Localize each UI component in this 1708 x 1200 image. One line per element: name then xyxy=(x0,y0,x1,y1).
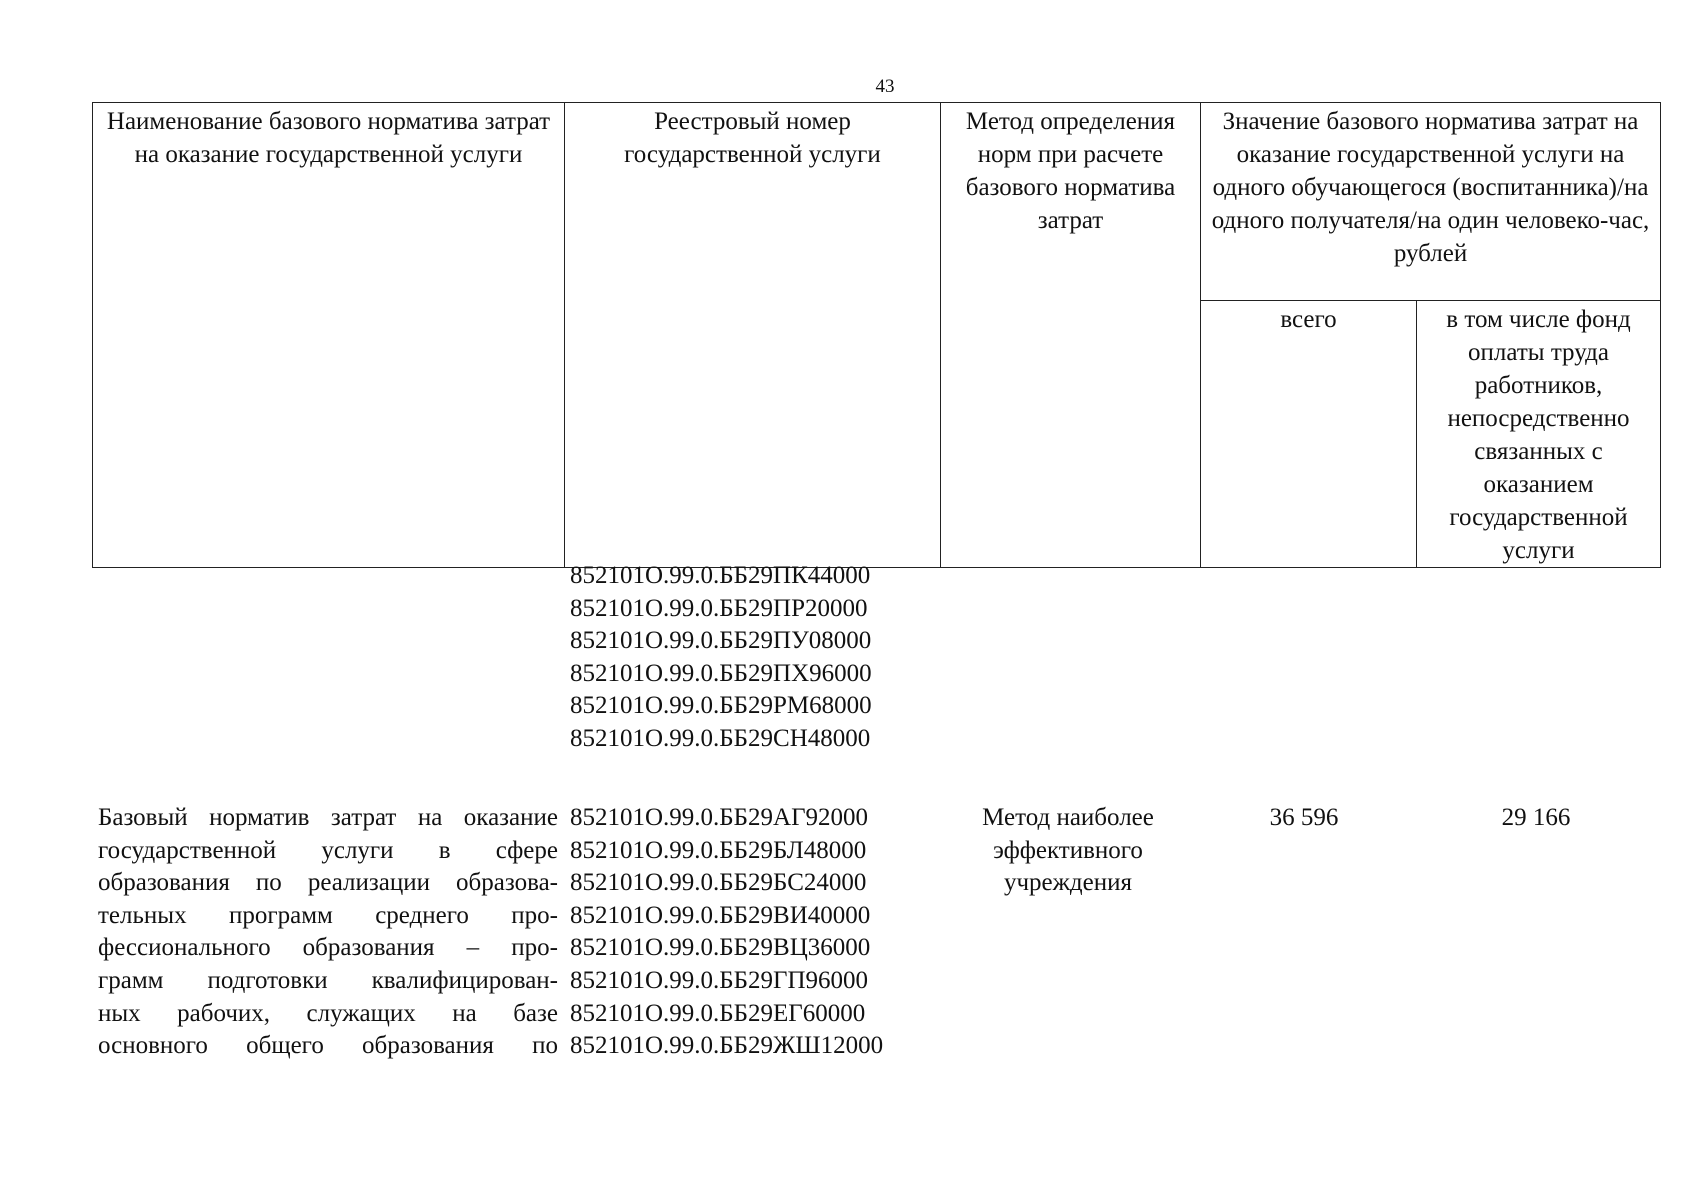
service-name-line: Базовый норматив затрат на оказание xyxy=(98,804,558,831)
service-name-line: основного общего образования по xyxy=(98,1032,558,1060)
page-number: 43 xyxy=(875,76,895,97)
method-line: учреждения xyxy=(1003,869,1132,897)
header-value: Значение базового норматива затрат на оказание государственной услуги на одного обучающегося (воспитанника)/на одного получателя/на один человеко-час, рублей xyxy=(1201,103,1661,301)
registry-code: 852101О.99.0.ББ29ВИ40000 xyxy=(570,901,871,929)
method-line: Метод наиболее xyxy=(982,804,1154,831)
registry-code: 852101О.99.0.ББ29ЕГ60000 xyxy=(570,999,866,1027)
method-line: эффективного xyxy=(993,836,1143,864)
registry-code: 852101О.99.0.ББ29ПХ96000 xyxy=(570,659,872,687)
registry-code: 852101О.99.0.ББ29ГП96000 xyxy=(570,966,869,994)
registry-code: 852101О.99.0.ББ29РМ68000 xyxy=(570,692,872,720)
header-registry-number: Реестровый номер государственной услуги xyxy=(565,103,941,568)
registry-code: 852101О.99.0.ББ29БЛ48000 xyxy=(570,836,867,864)
header-method: Метод определения норм при расчете базового норматива затрат xyxy=(941,103,1201,568)
service-name-line: фессионального образования – про- xyxy=(98,934,558,962)
row-wage-fund-value: 29 166 xyxy=(1501,804,1571,831)
service-name-line: образования по реализации образова- xyxy=(98,869,558,897)
header-wage-fund: в том числе фонд оплаты труда работников, непосредственно связанных с оказанием государственной услуги xyxy=(1417,301,1661,568)
header-total: всего xyxy=(1201,301,1417,568)
continued-codes-list xyxy=(570,560,940,756)
row-method xyxy=(940,802,1196,900)
row-total-value: 36 596 xyxy=(1269,804,1339,831)
registry-code: 852101О.99.0.ББ29ПУ08000 xyxy=(570,627,872,655)
service-name-line: грамм подготовки квалифицирован- xyxy=(98,966,558,994)
service-name-line: тельных программ среднего про- xyxy=(98,901,558,929)
row-service-name xyxy=(98,802,558,1063)
cost-norm-table-header xyxy=(92,102,1661,568)
registry-code: 852101О.99.0.ББ29СН48000 xyxy=(570,724,871,752)
registry-code: 852101О.99.0.ББ29ПР20000 xyxy=(570,594,868,622)
service-name-line: государственной услуги в сфере xyxy=(98,836,558,864)
service-name-line: ных рабочих, служащих на базе xyxy=(98,999,558,1027)
registry-code: 852101О.99.0.ББ29ВЦ36000 xyxy=(570,934,871,962)
header-name: Наименование базового норматива затрат на оказание государственной услуги xyxy=(93,103,565,568)
registry-code: 852101О.99.0.ББ29ЖШ12000 xyxy=(570,1032,884,1060)
registry-code: 852101О.99.0.ББ29ПК44000 xyxy=(570,562,871,589)
registry-code: 852101О.99.0.ББ29БС24000 xyxy=(570,869,867,897)
registry-code: 852101О.99.0.ББ29АГ92000 xyxy=(570,804,869,831)
row-codes-list xyxy=(570,802,940,1063)
